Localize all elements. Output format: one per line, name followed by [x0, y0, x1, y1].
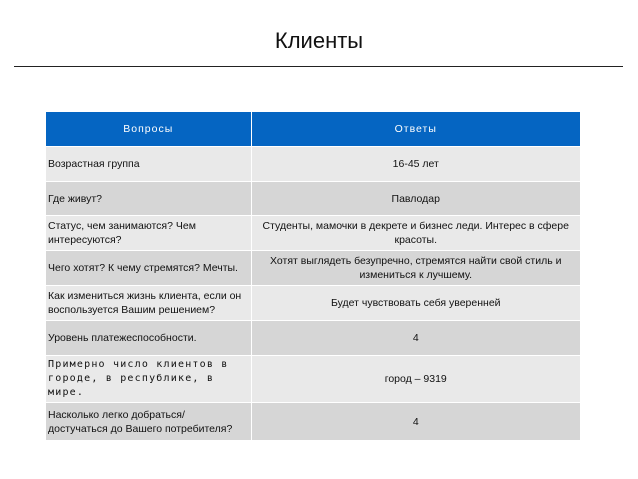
question-cell: Чего хотят? К чему стремятся? Мечты. [46, 251, 251, 286]
table-row [46, 356, 580, 403]
table-row [46, 321, 580, 356]
header-questions: Вопросы [46, 112, 251, 147]
table-header-row [46, 112, 580, 147]
question-cell: Уровень платежеспособности. [46, 321, 251, 356]
question-cell: Насколько легко добраться/ достучаться до Вашего потребителя? [46, 403, 251, 441]
table-row [46, 147, 580, 182]
answer-cell: 16-45 лет [251, 147, 580, 182]
table-row [46, 216, 580, 251]
table-row [46, 403, 580, 441]
question-cell: Где живут? [46, 182, 251, 216]
question-cell: Статус, чем занимаются? Чем интересуются? [46, 216, 251, 251]
header-answers: Ответы [251, 112, 580, 147]
table-row [46, 251, 580, 286]
page-title: Клиенты [274, 28, 364, 53]
question-cell: Возрастная группа [46, 147, 251, 182]
question-cell: Как измениться жизнь клиента, если он воспользуется Вашим решением? [46, 286, 251, 321]
answer-cell: 4 [251, 403, 580, 441]
table-row [46, 286, 580, 321]
answer-cell: Будет чувствовать себя уверенней [251, 286, 580, 321]
table-row [46, 182, 580, 216]
title-divider [14, 66, 623, 67]
answer-cell: Хотят выглядеть безупречно, стремятся найти свой стиль и измениться к лучшему. [251, 251, 580, 286]
answer-cell: город – 9319 [251, 356, 580, 403]
question-cell: Примерно число клиентов в городе, в республике, в мире. [46, 356, 251, 403]
answer-cell: 4 [251, 321, 580, 356]
answer-cell: Павлодар [251, 182, 580, 216]
answer-cell: Студенты, мамочки в декрете и бизнес леди. Интерес в сфере красоты. [251, 216, 580, 251]
clients-table [46, 112, 580, 440]
